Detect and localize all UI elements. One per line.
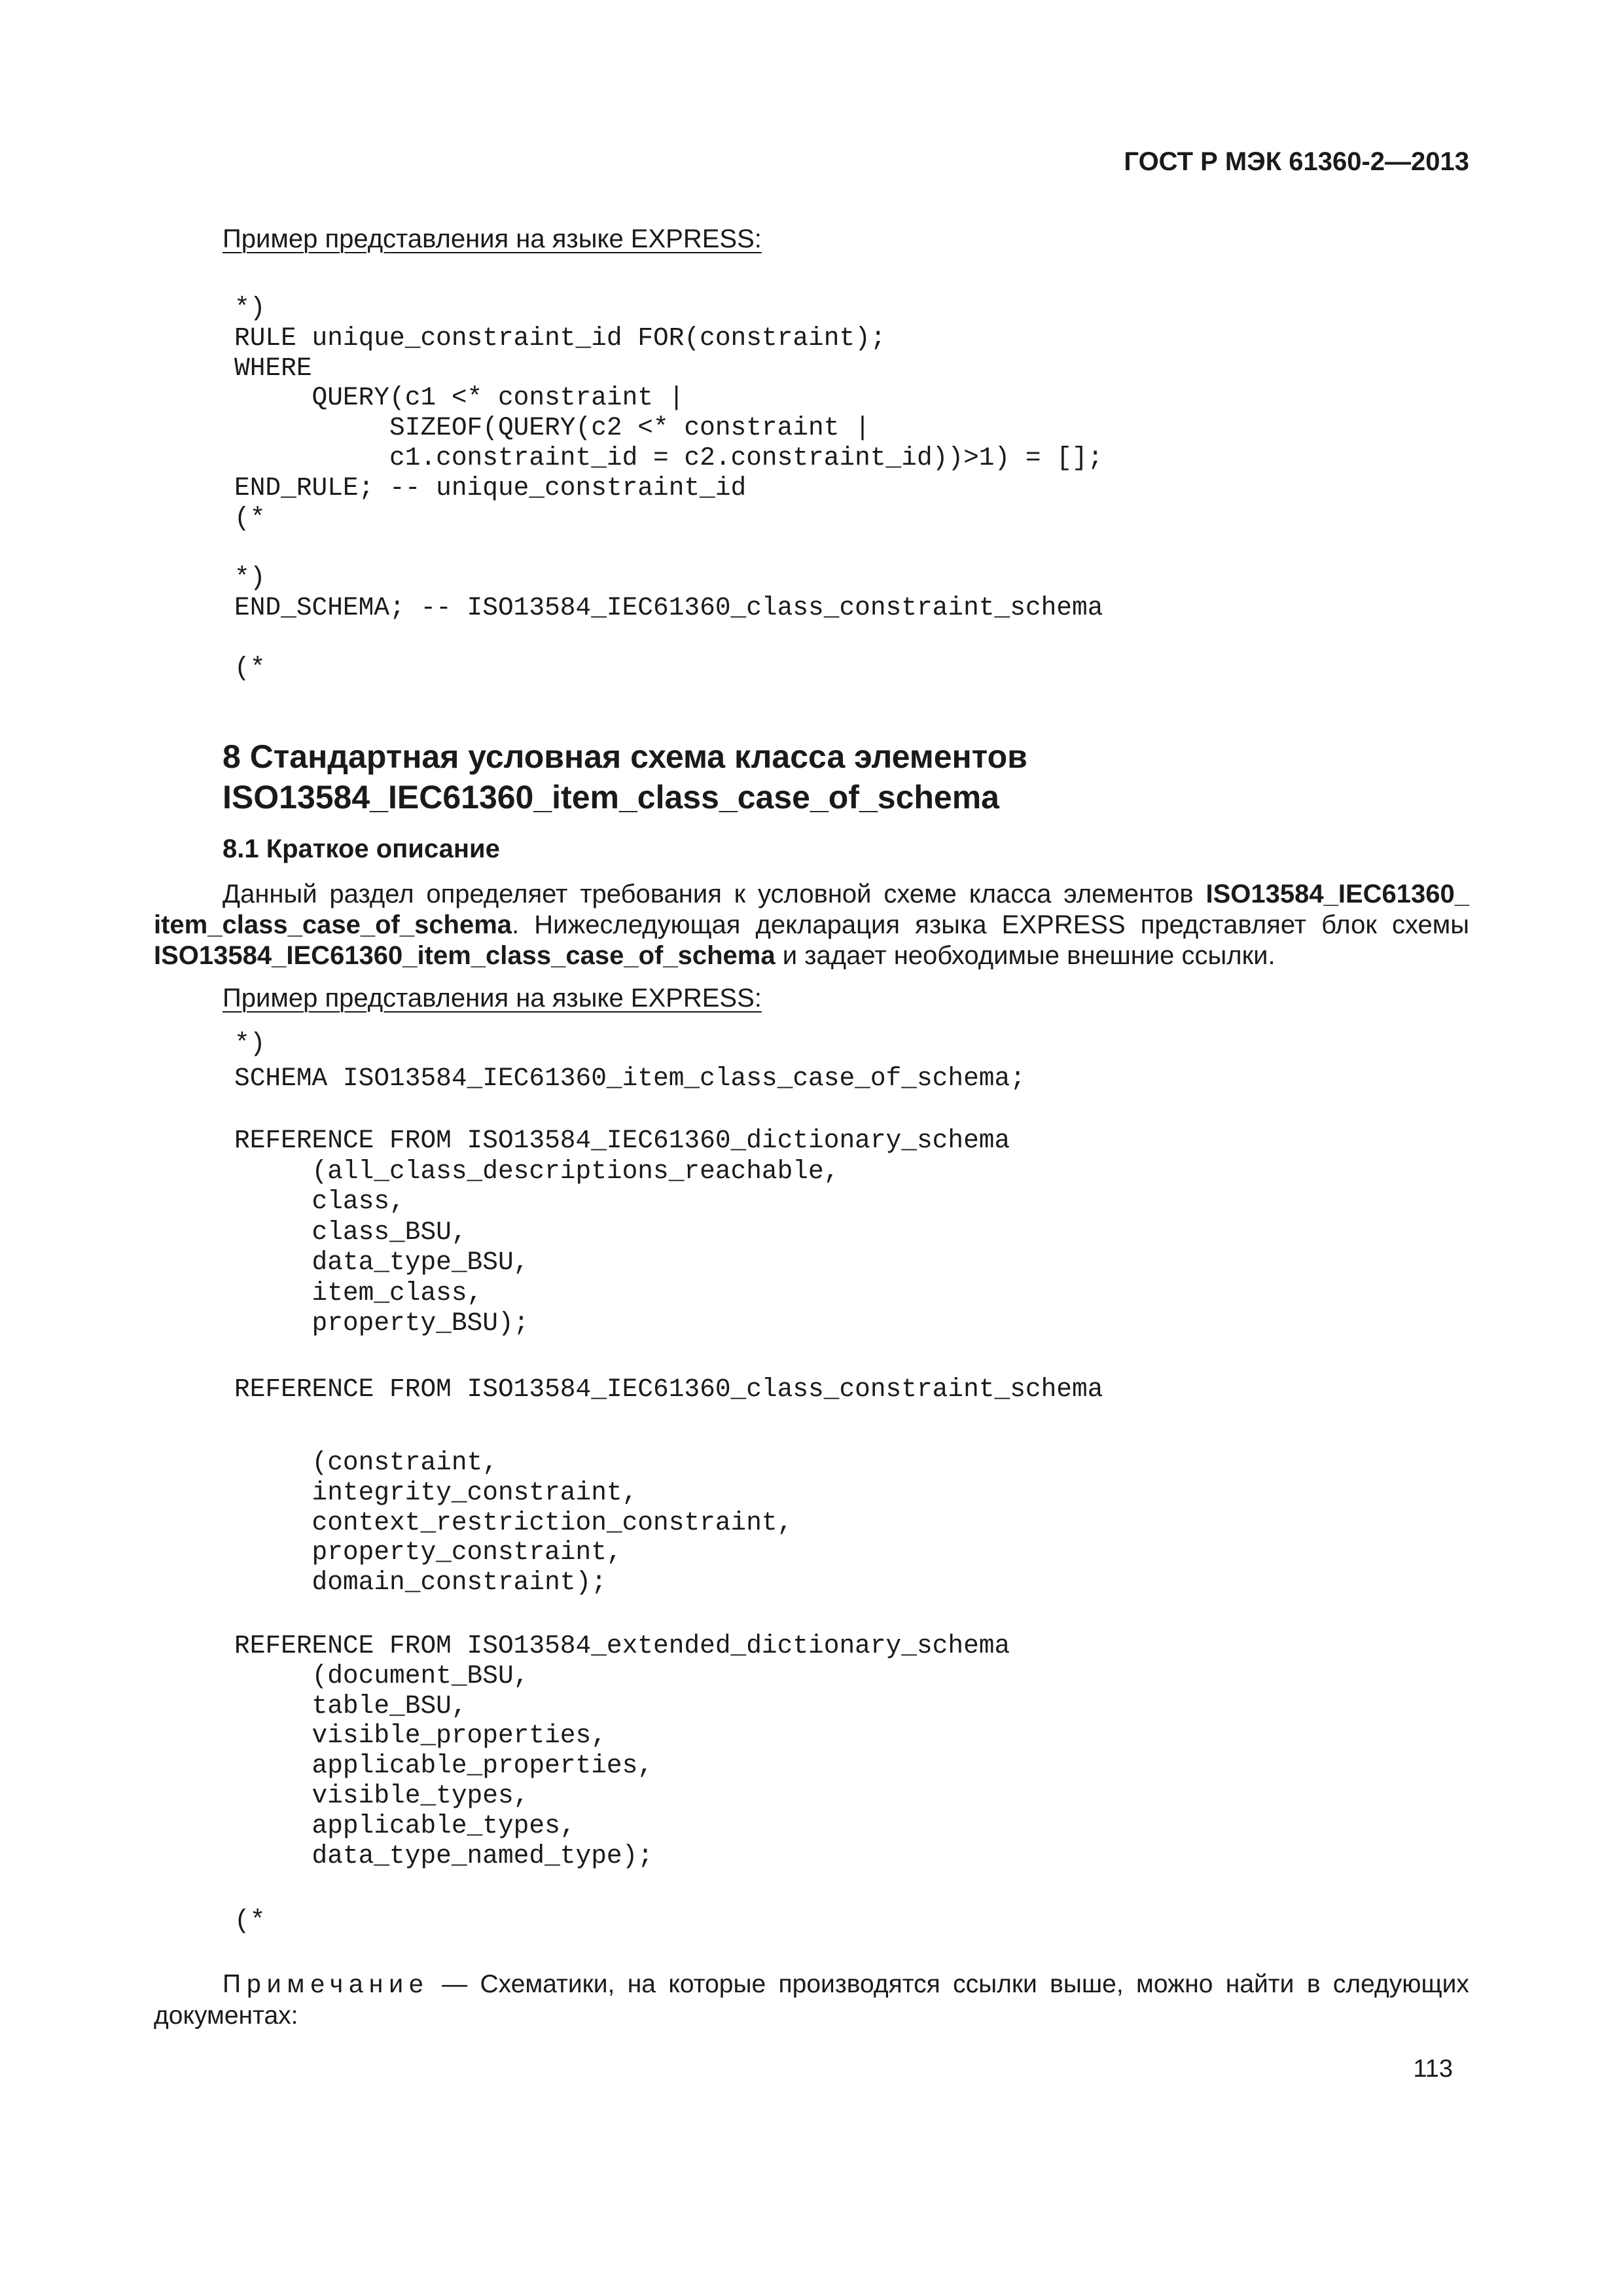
note-word: найти [1225, 1970, 1294, 1998]
section-heading [223, 736, 1027, 817]
code-reference-dictionary-schema: REFERENCE FROM ISO13584_IEC61360_dictionary_schema (all_class_descriptions_reachable, class, class_BSU, data_type_BSU, item_class, property_BSU); [234, 1126, 1010, 1338]
note-word: Схематики, [480, 1970, 615, 1998]
code-comment-close: (* [234, 1906, 266, 1935]
note-line [223, 1970, 1469, 1999]
schema-name-bold-1: ISO13584_IEC61360_ item_class_case_of_schema [154, 880, 1469, 939]
note-label: Примечание [223, 1970, 429, 1998]
page-number: 113 [1413, 2055, 1453, 2083]
example-caption: Пример представления на языке EXPRESS: [223, 224, 762, 253]
section-heading-line1: 8 Стандартная условная схема класса элементов [223, 738, 1027, 775]
body-paragraph [154, 879, 1469, 971]
code-reference-constraint-schema-head: REFERENCE FROM ISO13584_IEC61360_class_constraint_schema [234, 1374, 1103, 1404]
code-schema-declaration: SCHEMA ISO13584_IEC61360_item_class_case_of_schema; [234, 1064, 1026, 1093]
note-word: на [627, 1970, 656, 1998]
code-comment-open: *) [234, 1029, 266, 1058]
note-dash: — [442, 1970, 468, 1998]
paragraph-text-1: Данный раздел определяет требования к условной схеме класса элементов [223, 880, 1206, 908]
paragraph-text-2: . Нижеследующая декларация языка EXPRESS представляет блок схемы [512, 910, 1469, 939]
note-word: ссылки [953, 1970, 1037, 1998]
express-code-block: *) RULE unique_constraint_id FOR(constraint); WHERE QUERY(c1 <* constraint | SIZEOF(QUERY(c2 <* constraint | c1.constraint_id = c2.constraint_id))>1) = []; END_RULE; -- unique_constraint_id (* *) END_SCHEMA; -- ISO13584_IEC61360_class_constraint_schema (* [234, 293, 1103, 683]
note-word: следующих [1332, 1970, 1469, 1998]
code-reference-extended-schema: REFERENCE FROM ISO13584_extended_dictionary_schema (document_BSU, table_BSU, visible_properties, applicable_properties, visible_types, applicable_types, data_type_named_type); [234, 1631, 1010, 1871]
note-word: производятся [778, 1970, 940, 1998]
note-word: можно [1136, 1970, 1213, 1998]
document-header: ГОСТ Р МЭК 61360-2—2013 [1124, 147, 1469, 176]
note-word: которые [668, 1970, 766, 1998]
note-word: в [1306, 1970, 1321, 1998]
example-caption-2: Пример представления на языке EXPRESS: [223, 984, 762, 1013]
subsection-heading: 8.1 Краткое описание [223, 834, 500, 863]
section-heading-line2: ISO13584_IEC61360_item_class_case_of_schema [223, 779, 999, 816]
note-word: выше, [1050, 1970, 1124, 1998]
code-reference-constraint-schema-list: (constraint, integrity_constraint, context_restriction_constraint, property_constraint, domain_constraint); [312, 1448, 793, 1598]
note-continuation: документах: [154, 2001, 298, 2030]
paragraph-text-3: и задает необходимые внешние ссылки. [775, 941, 1275, 970]
schema-name-bold-2: ISO13584_IEC61360_item_class_case_of_schema [154, 941, 776, 970]
